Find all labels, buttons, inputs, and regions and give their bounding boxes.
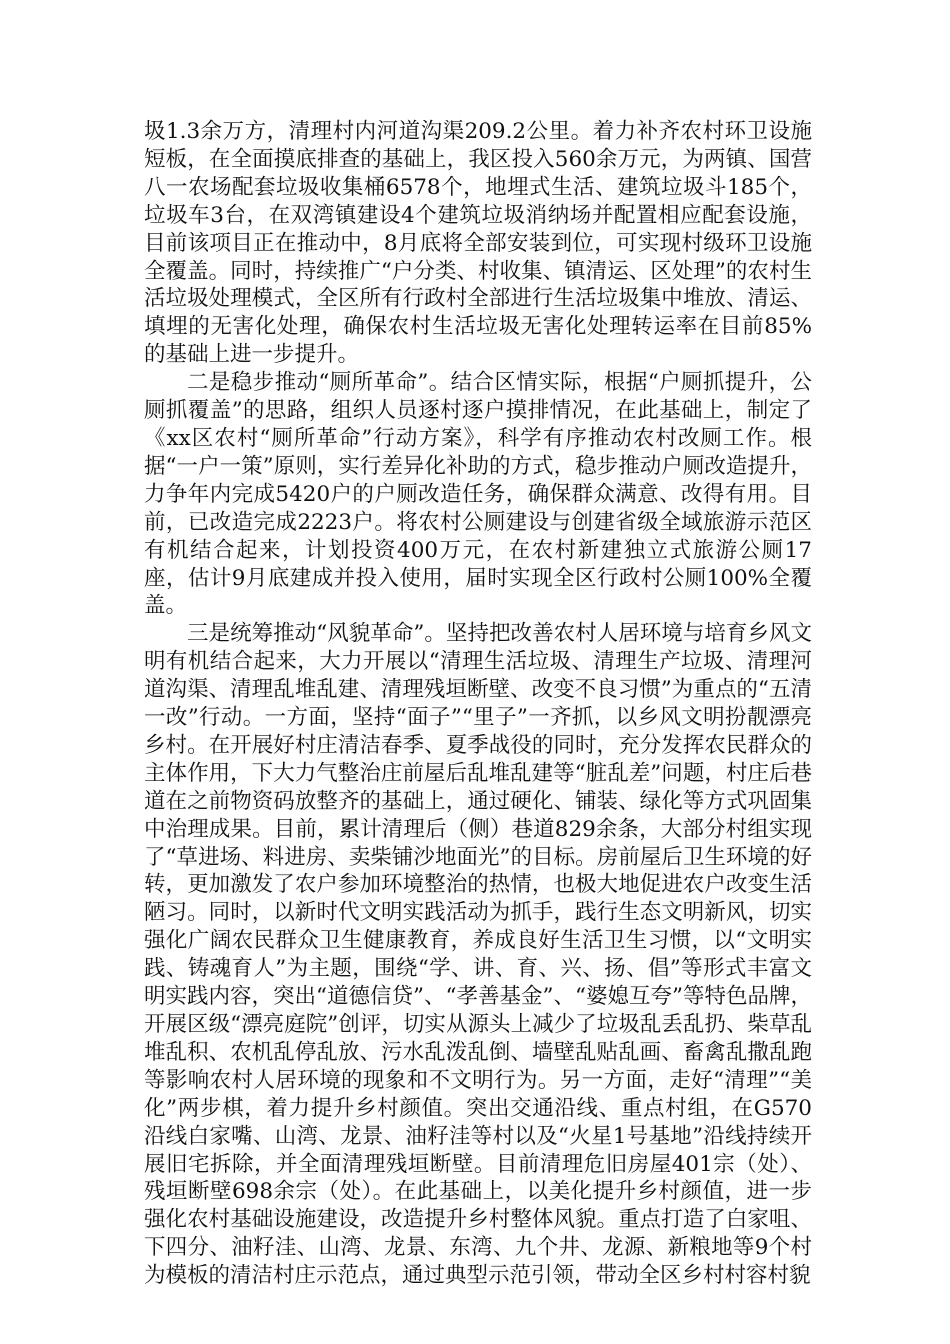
paragraph-appearance-revolution: 三是统筹推动“风貌革命”。坚持把改善农村人居环境与培育乡风文明有机结合起来，大力开展以“清理生活垃圾、清理生产垃圾、清理河道沟渠、清理乱堆乱建、清理残垣断壁、改变不良习惯”为重点的“五清一改”行动。一方面，坚持“面子”“里子”一齐抓，以乡风文明扮靓漂亮乡村。在开展好村庄清洁春季、夏季战役的同时，充分发挥农民群众的主体作用，下大力气整治庄前屋后乱堆乱建等“脏乱差”问题，村庄后巷道在之前物资码放整齐的基础上，通过硬化、铺装、绿化等方式巩固集中治理成果。目前，累计清理后（侧）巷道829余条，大部分村组实现了“草进场、料进房、卖柴铺沙地面光”的目标。房前屋后卫生环境的好转，更加激发了农户参加环境整治的热情，也极大地促进农户改变生活陋习。同时，以新时代文明实践活动为抓手，践行生态文明新风，切实强化广阔农民群众卫生健康教育，养成良好生活卫生习惯，以“文明实践、铸魂育人”为主题，围绕“学、讲、育、兴、扬、倡”等形式丰富文明实践内容，突出“道德信贷”、“孝善基金”、“婆媳互夸”等特色品牌，开展区级“漂亮庭院”创评，切实从源头上减少了垃圾乱丢乱扔、柴草乱堆乱积、农机乱停乱放、污水乱泼乱倒、墙壁乱贴乱画、畜禽乱撒乱跑等影响农村人居环境的现象和不文明行为。另一方面，走好“清理”“美化”两步棋，着力提升乡村颜值。突出交通沿线、重点村组，在G570沿线白家嘴、山湾、龙景、油籽洼等村以及“火星1号基地”沿线持续开展旧宅拆除，并全面清理残垣断壁。目前清理危旧房屋401宗（处）、残垣断壁698余宗（处）。在此基础上，以美化提升乡村颜值，进一步强化农村基础设施建设，改造提升乡村整体风貌。重点打造了白家咀、下四分、油籽洼、山湾、龙景、东湾、九个井、龙源、新粮地等9个村为模板的清洁村庄示范点，通过典型示范引领，带动全区乡村村容村貌 bbox=[144, 621, 812, 1289]
paragraph-sanitation-facilities: 圾1.3余万方，清理村内河道沟渠209.2公里。着力补齐农村环卫设施短板，在全面摸底排查的基础上，我区投入560余万元，为两镇、国营八一农场配套垃圾收集桶6578个，地埋式生活、建筑垃圾斗185个，垃圾车3台，在双湾镇建设4个建筑垃圾消纳场并配置相应配套设施，目前该项目正在推动中，8月底将全部安装到位，可实现村级环卫设施全覆盖。同时，持续推广“户分类、村收集、镇清运、区处理”的农村生活垃圾处理模式，全区所有行政村全部进行生活垃圾集中堆放、清运、填埋的无害化处理，确保农村生活垃圾无害化处理转运率在目前85%的基础上进一步提升。 bbox=[144, 119, 812, 368]
document-page bbox=[144, 118, 812, 1290]
paragraph-toilet-revolution: 二是稳步推动“厕所革命”。结合区情实际，根据“户厕抓提升，公厕抓覆盖”的思路，组织人员逐村逐户摸排情况，在此基础上，制定了《xx区农村“厕所革命”行动方案》，科学有序推动农村改厕工作。根据“一户一策”原则，实行差异化补助的方式，稳步推动户厕改造提升，力争年内完成5420户的户厕改造任务，确保群众满意、改得有用。目前，已改造完成2223户。将农村公厕建设与创建省级全域旅游示范区有机结合起来，计划投资400万元，在农村新建独立式旅游公厕17座，估计9月底建成并投入使用，届时实现全区行政村公厕100%全覆盖。 bbox=[144, 370, 812, 619]
